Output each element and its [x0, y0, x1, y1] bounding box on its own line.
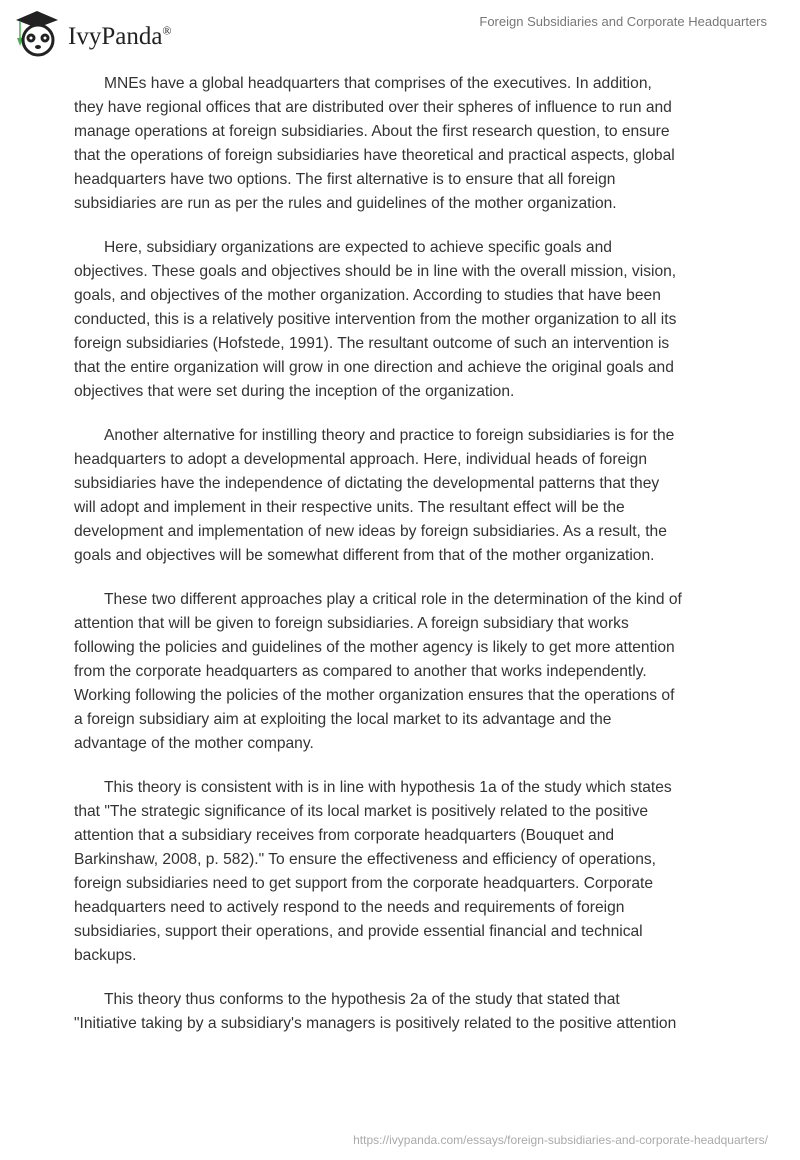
paragraph-line: goals, and objectives of the mother organization. According to studies that have been — [74, 287, 661, 304]
paragraph-line: headquarters to adopt a developmental approach. Here, individual heads of foreign — [74, 451, 648, 468]
ivypanda-logo[interactable] — [12, 8, 172, 58]
paragraph-line: subsidiaries, support their operations, and provide essential financial and technical — [74, 923, 643, 940]
footer-url[interactable]: https://ivypanda.com/essays/foreign-subsidiaries-and-corporate-headquarters/ — [353, 1133, 768, 1147]
paragraph-line: Barkinshaw, 2008, p. 582)." To ensure the effectiveness and efficiency of operations, — [74, 851, 657, 868]
paragraph-line: from the corporate headquarters as compared to another that works independently. — [74, 663, 647, 680]
paragraph-line: headquarters need to actively respond to the needs and requirements of foreign — [74, 899, 625, 916]
paragraph-line: objectives. These goals and objectives should be in line with the overall mission, vision, — [74, 263, 677, 280]
paragraph-line: objectives that were set during the inception of the organization. — [74, 383, 515, 400]
paragraph-line: MNEs have a global headquarters that comprises of the executives. In addition, — [104, 75, 652, 92]
paragraph-line: that the operations of foreign subsidiaries have theoretical and practical aspects, global — [74, 147, 675, 164]
paragraph-line: Here, subsidiary organizations are expected to achieve specific goals and — [104, 239, 612, 256]
paragraph-line: backups. — [74, 947, 137, 964]
paragraph-line: goals and objectives will be somewhat different from that of the mother organization. — [74, 547, 655, 564]
paragraph-line: a foreign subsidiary aim at exploiting the local market to its advantage and the — [74, 711, 612, 728]
paragraph — [74, 424, 754, 568]
paragraph — [74, 988, 754, 1036]
paragraph-line: These two different approaches play a critical role in the determination of the kind of — [104, 591, 682, 608]
paragraph-line: Another alternative for instilling theory and practice to foreign subsidiaries is for the — [104, 427, 675, 444]
paragraph-line: development and implementation of new ideas by foreign subsidiaries. As a result, the — [74, 523, 667, 540]
paragraph-line: Working following the policies of the mother organization ensures that the operations of — [74, 687, 675, 704]
paragraph-line: manage operations at foreign subsidiaries. About the first research question, to ensure — [74, 123, 670, 140]
paragraph-line: foreign subsidiaries (Hofstede, 1991). The resultant outcome of such an intervention is — [74, 335, 670, 352]
paragraph-line: subsidiaries have the independence of dictating the developmental patterns that they — [74, 475, 660, 492]
paragraph-line: foreign subsidiaries need to get support from the corporate headquarters. Corporate — [74, 875, 654, 892]
paragraph-line: "Initiative taking by a subsidiary's managers is positively related to the positive attention — [74, 1015, 677, 1032]
paragraph-line: that "The strategic significance of its local market is positively related to the positive — [74, 803, 649, 820]
paragraph-line: conducted, this is a relatively positive intervention from the mother organization to all its — [74, 311, 677, 328]
paragraph-line: This theory is consistent with is in line with hypothesis 1a of the study which states — [104, 779, 672, 796]
paragraph-line: This theory thus conforms to the hypothesis 2a of the study that stated that — [104, 991, 620, 1008]
paragraph — [74, 588, 754, 756]
paragraph-line: will adopt and implement in their respective units. The resultant effect will be the — [74, 499, 625, 516]
paragraph-line: subsidiaries are run as per the rules and guidelines of the mother organization. — [74, 195, 617, 212]
paragraph-line: advantage of the mother company. — [74, 735, 314, 752]
logo-text: IvyPanda® — [68, 23, 172, 50]
paragraph-line: following the policies and guidelines of the mother agency is likely to get more attention — [74, 639, 675, 656]
paragraph-line: attention that will be given to foreign subsidiaries. A foreign subsidiary that works — [74, 615, 629, 632]
document-title: Foreign Subsidiaries and Corporate Headquarters — [479, 14, 767, 29]
paragraph-line: that the entire organization will grow in one direction and achieve the original goals and — [74, 359, 674, 376]
paragraph — [74, 72, 754, 216]
paragraph — [74, 236, 754, 404]
paragraph-line: attention that a subsidiary receives from corporate headquarters (Bouquet and — [74, 827, 615, 844]
panda-graduate-icon — [12, 8, 62, 58]
essay-body — [74, 72, 754, 1056]
paragraph-line: they have regional offices that are distributed over their spheres of influence to run and — [74, 99, 672, 116]
paragraph-line: headquarters have two options. The first alternative is to ensure that all foreign — [74, 171, 616, 188]
paragraph — [74, 776, 754, 968]
